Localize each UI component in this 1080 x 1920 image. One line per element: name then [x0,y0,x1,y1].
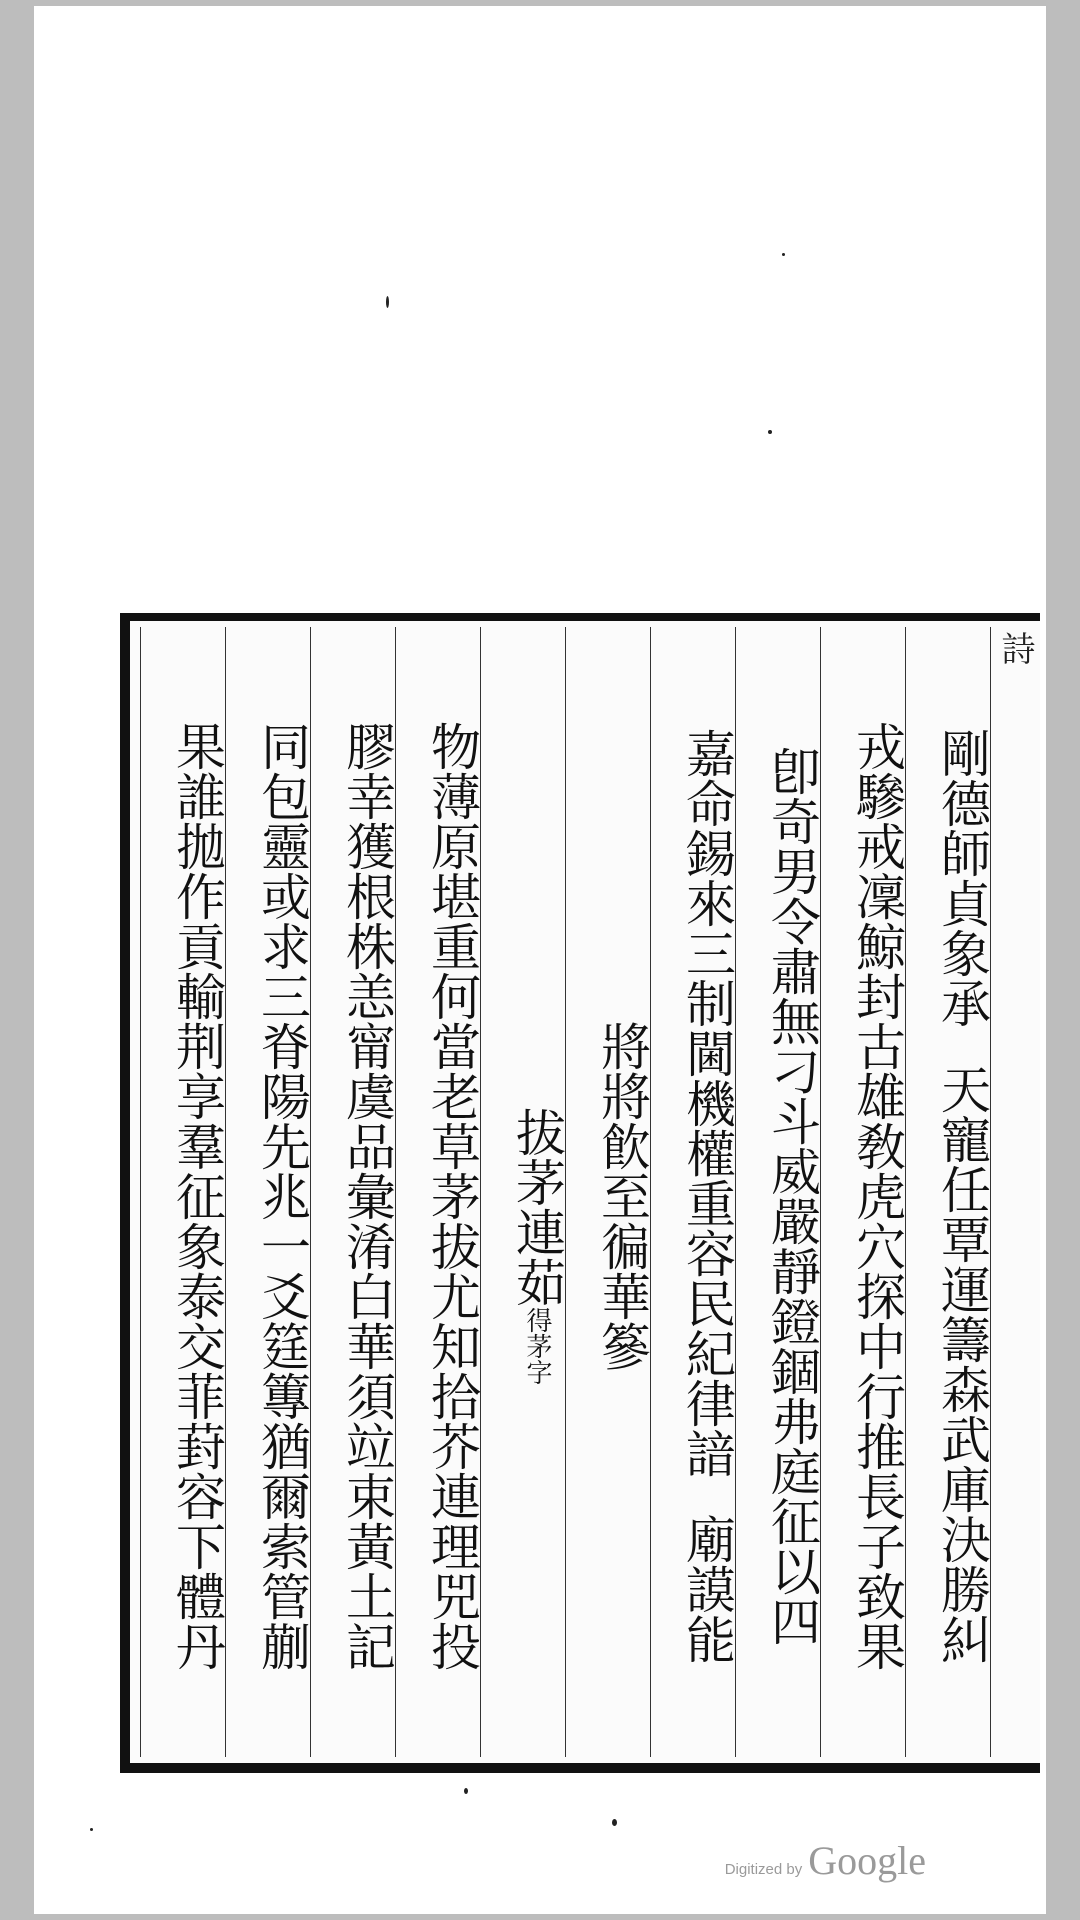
text-column-2 [820,627,905,1757]
scan-speck [612,1819,617,1826]
google-watermark [725,1837,926,1884]
rhyme-note: 得茅字 [522,1307,552,1385]
scan-speck [782,253,785,256]
column-text: 物薄原堪重何當老草茅拔尤知拾芥連理兕投 [423,721,481,1671]
text-column-1 [905,627,990,1757]
printed-text-block [120,613,1040,1773]
column-text: 膠幸獲根株恙甯虞品彙淆白華須竝束黃土記 [338,721,396,1671]
column-text: 戎驂戒凜鯨封古雄敎虎穴探中行推長子致果 [848,721,906,1671]
column-text: 剛德師貞象承 [933,728,991,1028]
column-text: 同包靈或求三脊陽先兆一爻筳篿猶爾索管蒯 [253,721,311,1671]
text-column-7 [395,627,480,1757]
column-text: 果誰拋作貢輸荆享羣征象泰交菲葑容下體丹 [168,721,226,1671]
text-column-8 [310,627,395,1757]
google-logo: Google [808,1838,926,1883]
text-column-4 [650,627,735,1757]
running-header-fragment: 詩 [995,631,1035,665]
text-column-cut-off [990,627,1040,1757]
column-text: 卽奇男令肅無刁斗威嚴靜鐙錮弗庭征以四 [763,746,821,1646]
scanned-page [34,6,1046,1914]
poem-title-column [480,627,565,1757]
column-text: 廟謨能 [678,1514,736,1664]
text-column-5 [565,627,650,1757]
column-text: 天寵任覃運籌森武庫決勝糾 [933,1064,991,1664]
scan-speck [90,1828,93,1831]
digitized-label: Digitized by [724,1861,803,1878]
text-column-9 [225,627,310,1757]
scan-speck [464,1788,468,1794]
text-column-10 [140,627,225,1757]
column-text: 嘉命錫來三制閫機權重容民紀律諳 [678,728,736,1478]
scan-speck [768,430,772,434]
scan-speck [386,296,389,308]
text-columns [140,627,1040,1757]
column-text: 將將飮至徧華篸 [593,1021,651,1371]
poem-title: 拔茅連茹 [508,1107,566,1307]
text-column-3 [735,627,820,1757]
